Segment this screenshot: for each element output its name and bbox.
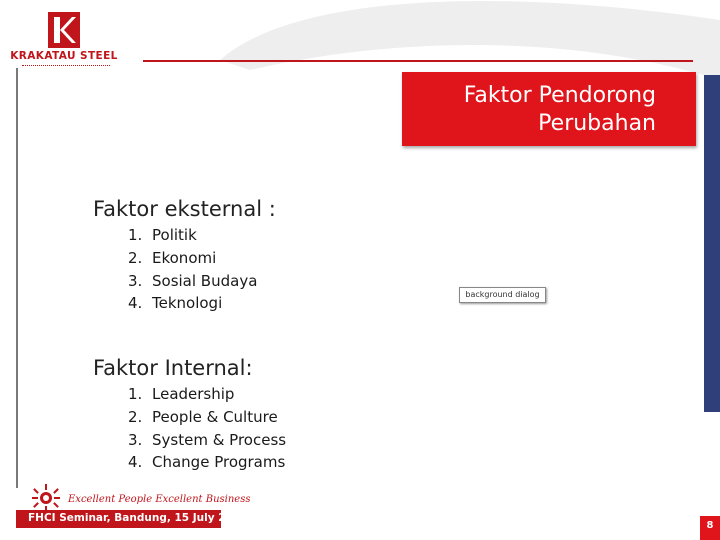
left-rule: [16, 68, 18, 488]
list-item: 4. Change Programs: [128, 453, 286, 472]
logo-text: KRAKATAU STEEL: [10, 50, 118, 62]
list-item: 1. Leadership: [128, 385, 235, 403]
slide-title-line1: Faktor Pendorong: [463, 83, 656, 108]
krakatau-steel-logo: [8, 10, 120, 66]
list-item: 3. System & Process: [128, 430, 287, 449]
list-item: 2. People & Culture: [128, 407, 278, 426]
logo-subline: [22, 65, 110, 68]
slide-title-line2: Perubahan: [538, 111, 656, 136]
list-item: 4. Teknologi: [128, 294, 223, 313]
internal-list: [128, 383, 286, 474]
title-box: [402, 72, 696, 146]
list-item: 2. Ekonomi: [128, 248, 217, 267]
page-number: 8: [706, 520, 714, 531]
header-rule: [143, 60, 693, 62]
image-placeholder[interactable]: background dialog: [459, 287, 546, 303]
footer-tagline: Excellent People Excellent Business: [68, 494, 251, 505]
footer-strip: [16, 510, 248, 528]
footer-event: FHCI Seminar, Bandung, 15 July 2011: [28, 512, 248, 524]
external-list: [128, 224, 257, 315]
internal-heading: Faktor Internal:: [93, 356, 253, 380]
list-item: 1. Politik: [128, 226, 197, 244]
page-number-badge: [700, 516, 720, 540]
footer-branding: [16, 480, 251, 528]
krakatau-steel-logo-icon: [48, 12, 80, 48]
right-side-bar: [704, 75, 720, 412]
list-item: 3. Sosial Budaya: [128, 271, 258, 290]
slide-title: [464, 82, 656, 138]
external-heading: Faktor eksternal :: [93, 197, 276, 221]
